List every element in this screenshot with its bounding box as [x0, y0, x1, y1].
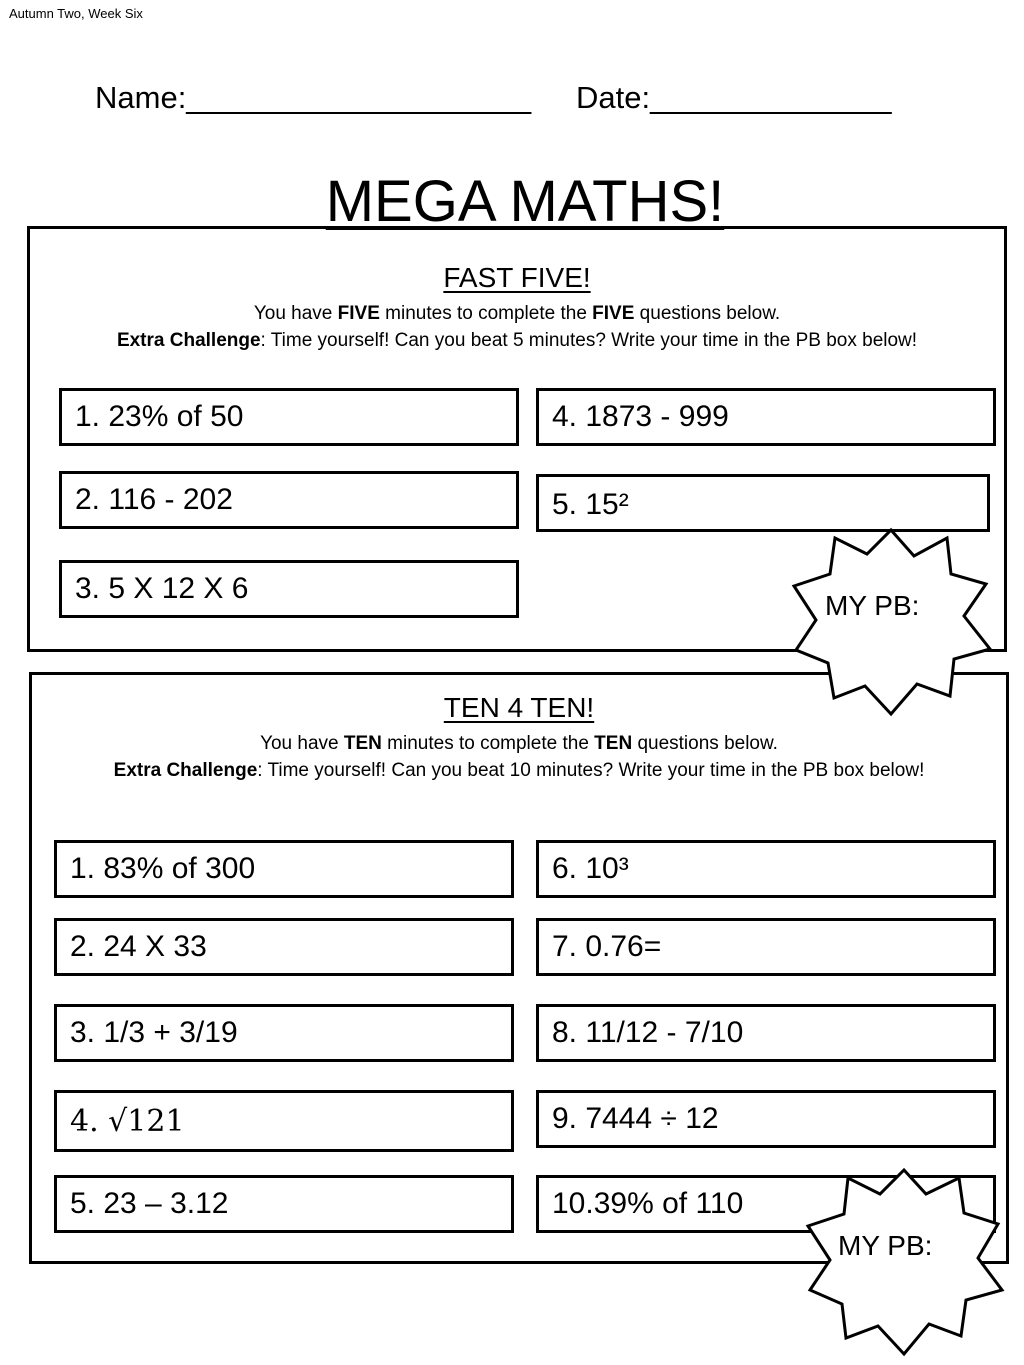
ten-4-ten-instruction-line-2 [29, 757, 1009, 784]
ten-4-ten-pb-label[interactable]: MY PB: [838, 1230, 933, 1261]
pb-star-badge-icon [790, 526, 992, 718]
fast-five-instruction-line-2 [27, 327, 1007, 354]
pb-star-shape [808, 1170, 1002, 1354]
instruction-text: You have [253, 303, 338, 324]
fast-five-instructions [27, 300, 1007, 354]
instruction-emphasis: FIVE [337, 303, 380, 324]
instruction-emphasis: TEN [594, 733, 633, 754]
instruction-emphasis: FIVE [592, 303, 635, 324]
week-label: Autumn Two, Week Six [9, 6, 143, 21]
date-field[interactable]: Date:______________ [576, 80, 892, 115]
ten-4-ten-question-2[interactable]: 2. 24 X 33 [54, 918, 514, 976]
ten-4-ten-question-5[interactable]: 5. 23 – 3.12 [54, 1175, 514, 1233]
instruction-emphasis: TEN [343, 733, 382, 754]
extra-challenge-label: Extra Challenge [116, 330, 261, 351]
ten-4-ten-question-9[interactable]: 9. 7444 ÷ 12 [536, 1090, 996, 1148]
pb-star-badge-icon [804, 1166, 1004, 1358]
fast-five-question-2[interactable]: 2. 116 - 202 [59, 471, 519, 529]
ten-4-ten-question-10[interactable]: 10.39% of 110 [536, 1175, 996, 1233]
ten-4-ten-question-7[interactable]: 7. 0.76= [536, 918, 996, 976]
fast-five-heading: FAST FIVE! [443, 262, 591, 293]
ten-4-ten-question-3[interactable]: 3. 1/3 + 3/19 [54, 1004, 514, 1062]
instruction-text: minutes to complete the [381, 733, 595, 754]
instruction-text: minutes to complete the [379, 303, 593, 324]
instruction-text: You have [260, 733, 344, 754]
ten-4-ten-question-6[interactable]: 6. 10³ [536, 840, 996, 898]
page-title: MEGA MATHS! [325, 169, 725, 234]
fast-five-question-5[interactable]: 5. 15² [536, 474, 990, 532]
ten-4-ten-instruction-line-1 [29, 730, 1009, 757]
instruction-text: questions below. [634, 303, 781, 324]
extra-challenge-label: Extra Challenge [113, 760, 258, 781]
ten-4-ten-question-4[interactable]: 4. √121 [54, 1090, 514, 1152]
ten-4-ten-question-8[interactable]: 8. 11/12 - 7/10 [536, 1004, 996, 1062]
fast-five-question-1[interactable]: 1. 23% of 50 [59, 388, 519, 446]
ten-4-ten-question-1[interactable]: 1. 83% of 300 [54, 840, 514, 898]
fast-five-question-4[interactable]: 4. 1873 - 999 [536, 388, 996, 446]
extra-challenge-text: : Time yourself! Can you beat 10 minutes? Write your time in the PB box below! [257, 760, 925, 781]
fast-five-question-3[interactable]: 3. 5 X 12 X 6 [59, 560, 519, 618]
name-field[interactable]: Name:____________________ [95, 80, 532, 115]
pb-star-shape [794, 530, 990, 714]
fast-five-instruction-line-1 [27, 300, 1007, 327]
fast-five-pb-label[interactable]: MY PB: [825, 590, 920, 621]
instruction-text: questions below. [632, 733, 778, 754]
ten-4-ten-instructions [29, 730, 1009, 784]
extra-challenge-text: : Time yourself! Can you beat 5 minutes? Write your time in the PB box below! [260, 330, 918, 351]
ten-4-ten-heading: TEN 4 TEN! [443, 692, 595, 723]
